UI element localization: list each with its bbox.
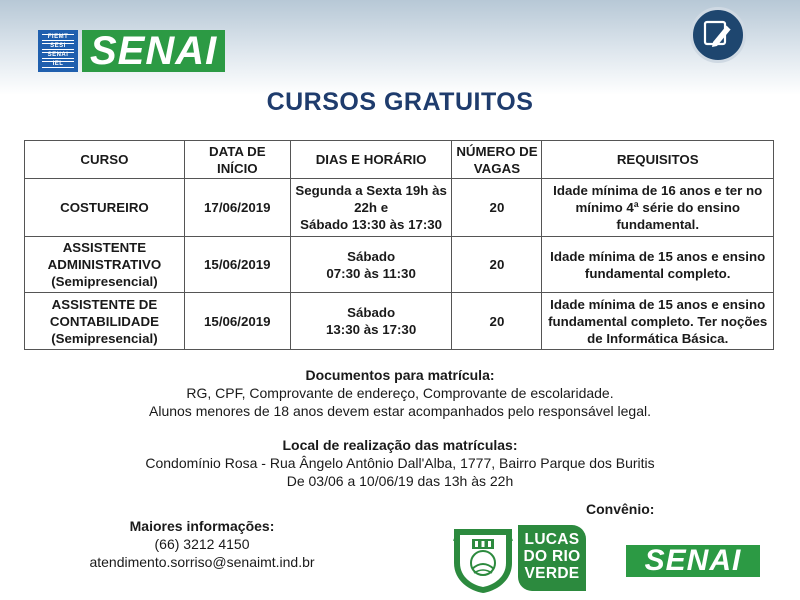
- requisito-line: fundamental completo. Ter noções: [548, 313, 768, 329]
- requisito-line: Idade mínima de 15 anos e ensino: [550, 296, 766, 312]
- curso-line: ADMINISTRATIVO: [47, 257, 162, 272]
- dias-line: 22h e: [354, 200, 389, 215]
- contact-section: [82, 517, 322, 571]
- curso-line: ASSISTENTE: [62, 240, 147, 255]
- contact-heading: Maiores informações:: [129, 518, 275, 534]
- dias-line: 13:30 às 17:30: [326, 322, 417, 337]
- senai-logo-bottom: SENAI: [626, 545, 760, 577]
- lucas-do-rio-verde-logo: [450, 523, 590, 595]
- location-heading: Local de realização das matrículas:: [282, 437, 518, 453]
- cell-requisitos: [542, 293, 774, 350]
- lucas-line: DO RIO: [523, 548, 581, 565]
- cell-dias: [290, 237, 452, 293]
- dias-line: Sábado: [347, 305, 396, 320]
- requisito-line: fundamental.: [616, 217, 700, 232]
- table-row: [25, 237, 774, 293]
- courses-table: [24, 140, 774, 350]
- dias-line: Segunda a Sexta 19h às: [295, 183, 447, 198]
- requisito-line: Idade mínima de 16 anos e ter no: [553, 183, 763, 198]
- cell-vagas: 20: [452, 293, 542, 350]
- cell-data: 15/06/2019: [184, 237, 290, 293]
- header-numero-vagas: [452, 141, 542, 179]
- requisito-line: Idade mínima de 15 anos e ensino: [550, 248, 766, 264]
- lucas-line: VERDE: [524, 565, 580, 582]
- lucas-wordmark: [518, 525, 586, 591]
- cell-curso: [25, 293, 185, 350]
- dias-line: 07:30 às 11:30: [326, 265, 416, 281]
- curso-line: (Semipresencial): [51, 330, 158, 346]
- location-section: [0, 436, 800, 490]
- cell-dias: [290, 179, 452, 237]
- header-curso: CURSO: [25, 141, 185, 179]
- documents-section: [0, 366, 800, 420]
- cell-dias: [290, 293, 452, 350]
- cell-vagas: 20: [452, 179, 542, 237]
- cell-requisitos: [542, 237, 774, 293]
- curso-line: ASSISTENTE DE: [51, 296, 158, 312]
- city-seal-icon: [450, 523, 516, 595]
- curso-line: CONTABILIDADE: [49, 313, 159, 329]
- senai-logo-top: [38, 30, 225, 72]
- contact-phone[interactable]: (66) 3212 4150: [154, 536, 250, 552]
- pencil-icon: [690, 7, 746, 63]
- location-address: Condomínio Rosa - Rua Ângelo Antônio Dall'Alba, 1777, Bairro Parque dos Buritis: [145, 455, 655, 471]
- requisito-line: fundamental completo.: [584, 265, 731, 281]
- table-row: [25, 179, 774, 237]
- documents-heading: Documentos para matrícula:: [305, 367, 495, 383]
- partnership-label: Convênio:: [586, 501, 655, 517]
- header-requisitos: REQUISITOS: [542, 141, 774, 179]
- header-data-inicio: DATA DE INÍCIO: [184, 141, 290, 179]
- system-logo-block: [38, 30, 78, 72]
- documents-line: RG, CPF, Comprovante de endereço, Comprovante de escolaridade.: [186, 385, 614, 401]
- contact-email[interactable]: atendimento.sorriso@senaimt.ind.br: [89, 554, 315, 570]
- header-dias-horario: DIAS E HORÁRIO: [290, 141, 452, 179]
- documents-line: Alunos menores de 18 anos devem estar acompanhados pelo responsável legal.: [149, 403, 651, 419]
- cell-curso: [25, 179, 185, 237]
- header-vagas-text: NÚMERO DE VAGAS: [456, 143, 538, 176]
- table-header-row: [25, 141, 774, 179]
- dias-line: Sábado 13:30 às 17:30: [300, 217, 443, 232]
- location-period: De 03/06 a 10/06/19 das 13h às 22h: [286, 473, 514, 489]
- page-title: CURSOS GRATUITOS: [266, 88, 534, 116]
- curso-line: COSTUREIRO: [60, 200, 149, 215]
- senai-wordmark: SENAI: [82, 30, 225, 72]
- logo-line-senai: SENAI: [42, 52, 74, 59]
- logo-line-iel: IEL: [42, 61, 74, 68]
- cell-requisitos: [542, 179, 774, 237]
- dias-line: Sábado: [347, 248, 396, 264]
- lucas-line: LUCAS: [524, 531, 580, 548]
- logo-line-fiemt: FIEMT: [42, 34, 74, 41]
- requisito-line: de Informática Básica.: [587, 330, 729, 346]
- logo-line-sesi: SESI: [42, 43, 74, 50]
- table-row: [25, 293, 774, 350]
- requisito-line: mínimo 4ª série do ensino: [575, 200, 740, 215]
- curso-line: (Semipresencial): [51, 274, 158, 289]
- cell-data: 17/06/2019: [184, 179, 290, 237]
- cell-curso: [25, 237, 185, 293]
- cell-data: 15/06/2019: [184, 293, 290, 350]
- cell-vagas: 20: [452, 237, 542, 293]
